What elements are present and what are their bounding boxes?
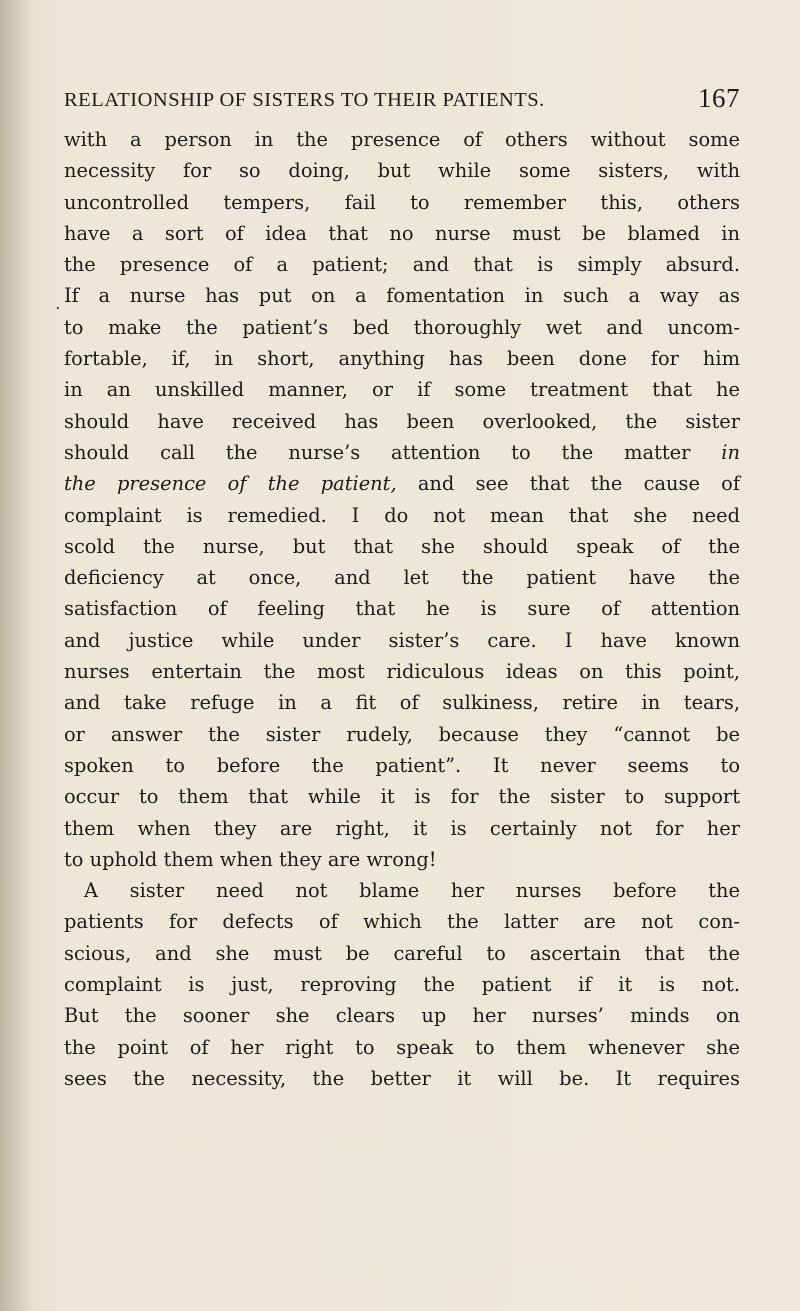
text-line	[64, 1063, 740, 1094]
text-line	[64, 687, 740, 718]
line-text: A sister need not blame her nurses before the	[84, 879, 740, 903]
line-text: and justice while under sister’s care. I have known	[64, 628, 740, 652]
line-text: them when they are right, it is certainly not for her	[64, 816, 740, 840]
line-text: nurses entertain the most ridiculous ideas on this point,	[64, 660, 740, 684]
line-text: scold the nurse, but that she should speak of the	[64, 534, 740, 558]
line-text: spoken to before the patient”. It never seems to	[64, 753, 740, 777]
line-text: sees the necessity, the better it will be. It requires	[64, 1066, 740, 1090]
line-text: deficiency at once, and let the patient have the	[64, 566, 740, 590]
line-text: fortable, if, in short, anything has been done for him	[64, 347, 740, 371]
text-line	[64, 468, 740, 499]
line-text: with a person in the presence of others without some	[64, 128, 740, 151]
text-line	[64, 531, 740, 562]
body-text	[64, 124, 740, 1094]
line-text: the point of her right to speak to them whenever she	[64, 1035, 740, 1059]
text-line	[64, 124, 740, 155]
text-line	[64, 969, 740, 1000]
line-text: complaint is just, reproving the patient if it is not.	[64, 973, 740, 997]
text-line	[64, 1000, 740, 1031]
text-line	[64, 813, 740, 844]
line-text: and take refuge in a fit of sulkiness, retire in tears,	[64, 691, 740, 715]
text-line	[64, 1032, 740, 1063]
line-text: have a sort of idea that no nurse must be blamed in	[64, 221, 740, 245]
margin-mark: .	[55, 293, 61, 314]
text-line	[64, 343, 740, 374]
line-text: to make the patient’s bed thoroughly wet and uncom-	[64, 315, 740, 339]
text-line	[64, 218, 740, 249]
text-line	[64, 750, 740, 781]
text-line	[64, 938, 740, 969]
line-text: But the sooner she clears up her nurses’ minds on	[64, 1004, 740, 1028]
text-line	[64, 312, 740, 343]
text-line	[64, 280, 740, 311]
running-head-title: RELATIONSHIP OF SISTERS TO THEIR PATIENTS.	[64, 89, 545, 111]
text-line	[64, 437, 740, 468]
italic-text: the presence of the patient,	[64, 472, 397, 496]
line-text: If a nurse has put on a fomentation in such a way as	[64, 284, 740, 308]
text-line	[64, 656, 740, 687]
line-text: scious, and she must be careful to ascertain that the	[64, 941, 740, 965]
text-line	[64, 249, 740, 280]
line-text: occur to them that while it is for the sister to support	[64, 785, 740, 809]
line-text: in an unskilled manner, or if some treatment that he	[64, 378, 740, 402]
text-line	[64, 875, 740, 906]
line-text: should call the nurse’s attention to the matter	[64, 440, 691, 464]
text-line	[64, 187, 740, 218]
text-line	[64, 906, 740, 937]
italic-text: in	[721, 440, 740, 464]
line-text: necessity for so doing, but while some sisters, with	[64, 159, 740, 183]
text-line	[64, 562, 740, 593]
running-head	[64, 83, 740, 119]
text-line	[64, 155, 740, 186]
text-line	[64, 374, 740, 405]
text-line	[64, 844, 740, 875]
line-text: complaint is remedied. I do not mean that she need	[64, 503, 740, 527]
page-number: 167	[698, 83, 740, 113]
text-line	[64, 719, 740, 750]
text-line	[64, 500, 740, 531]
line-text: patients for defects of which the latter are not con-	[64, 910, 740, 934]
line-text: the presence of a patient; and that is simply absurd.	[64, 253, 740, 277]
text-line	[64, 625, 740, 656]
binding-gutter-shadow	[0, 0, 34, 1311]
line-text: to uphold them when they are wrong!	[64, 847, 437, 871]
line-text: satisfaction of feeling that he is sure of attention	[64, 597, 740, 621]
line-text: or answer the sister rudely, because they “cannot be	[64, 722, 740, 746]
line-text: and see that the cause of	[417, 472, 741, 496]
line-text: should have received has been overlooked, the sister	[64, 409, 740, 433]
line-text: uncontrolled tempers, fail to remember this, others	[64, 190, 740, 214]
text-line	[64, 406, 740, 437]
text-line	[64, 593, 740, 624]
text-line	[64, 781, 740, 812]
